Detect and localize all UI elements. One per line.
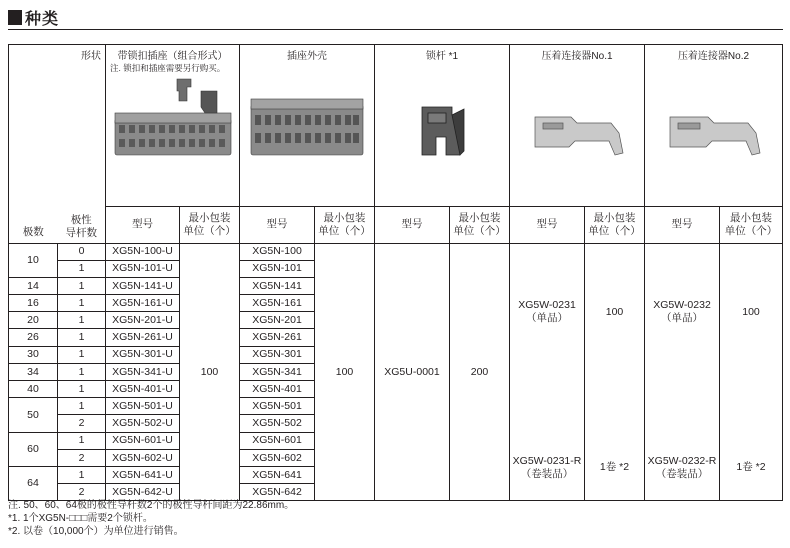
minpack-header-5-line2: 单位（个） — [724, 224, 778, 237]
model-housing-cell: XG5N-161 — [240, 295, 315, 312]
socket-with-lock-image — [109, 73, 237, 173]
col5-model-b-note: （卷装品） — [655, 467, 709, 480]
poles-header: 极数 — [9, 207, 58, 244]
lock-lever-image — [378, 77, 506, 177]
crimp-connector-1-image — [513, 77, 641, 177]
model-socket-cell: XG5N-401-U — [106, 381, 180, 398]
model-socket-cell: XG5N-141-U — [106, 277, 180, 294]
col5-model-a: XG5W-0232 — [653, 299, 711, 312]
model-header-1: 型号 — [106, 207, 180, 244]
model-housing-cell: XG5N-401 — [240, 381, 315, 398]
model-housing-cell: XG5N-141 — [240, 277, 315, 294]
guide-header-line2: 导杆数 — [65, 226, 97, 239]
poles-cell: 26 — [9, 329, 58, 346]
model-socket-cell: XG5N-201-U — [106, 312, 180, 329]
model-header-2: 型号 — [240, 207, 315, 244]
model-header-5: 型号 — [645, 207, 720, 244]
col4-model-a-note: （单品） — [526, 312, 568, 324]
footnote-3: *2. 以卷（10,000个）为单位进行销售。 — [8, 526, 184, 537]
model-housing-cell: XG5N-601 — [240, 432, 315, 449]
guide-cell: 1 — [58, 295, 106, 312]
guide-cell: 1 — [58, 466, 106, 483]
poles-cell: 40 — [9, 381, 58, 398]
col4-model-b: XG5W-0231-R — [512, 455, 582, 468]
model-socket-cell: XG5N-261-U — [106, 329, 180, 346]
model-housing-cell: XG5N-261 — [240, 329, 315, 346]
minpack-header-4-line2: 单位（个） — [588, 224, 641, 237]
poles-cell: 64 — [9, 466, 58, 500]
model-socket-cell: XG5N-502-U — [106, 415, 180, 432]
minpack-header-4-line1: 最小包装 — [593, 212, 636, 225]
col-header-lock-lever — [375, 45, 510, 207]
model-socket-cell: XG5N-642-U — [106, 484, 180, 501]
col1-note: 注. 锁扣和插座需要另行购买。 — [110, 63, 226, 73]
col5-minpack-b-cell: 1卷 *2 — [720, 381, 783, 501]
col2-title: 插座外壳 — [287, 51, 327, 62]
poles-cell: 20 — [9, 312, 58, 329]
footnote-2: *1. 1个XG5N-□□□需要2个锁杆。 — [8, 513, 153, 524]
minpack-header-2 — [315, 207, 375, 244]
col3-title: 锁杆 *1 — [425, 51, 459, 62]
col5-model-b: XG5W-0232-R — [647, 455, 717, 468]
model-socket-cell: XG5N-161-U — [106, 295, 180, 312]
model-socket-cell: XG5N-641-U — [106, 466, 180, 483]
guide-cell: 1 — [58, 260, 106, 277]
guide-cell: 1 — [58, 381, 106, 398]
minpack-header-5-line1: 最小包装 — [730, 212, 772, 225]
col-header-socket-with-lock — [106, 45, 240, 207]
col4-model-a: XG5W-0231 — [518, 299, 576, 312]
poles-cell: 30 — [9, 346, 58, 363]
section-title: 种类 — [25, 9, 60, 28]
poles-cell: 34 — [9, 363, 58, 380]
poles-cell: 10 — [9, 243, 58, 277]
heading-rule — [8, 29, 783, 30]
model-socket-cell: XG5N-100-U — [106, 243, 180, 260]
subheader-row — [9, 207, 783, 244]
guide-cell: 1 — [58, 329, 106, 346]
model-housing-cell: XG5N-641 — [240, 466, 315, 483]
col5-model-a-cell — [645, 243, 720, 381]
model-housing-cell: XG5N-602 — [240, 449, 315, 466]
col5-minpack-a-cell: 100 — [720, 243, 783, 381]
minpack-header-4 — [585, 207, 645, 244]
model-header-3: 型号 — [375, 207, 450, 244]
col-header-crimp-no2 — [645, 45, 783, 207]
guide-cell: 1 — [58, 346, 106, 363]
heading-square-icon — [8, 10, 22, 25]
shape-label: 形状 — [9, 45, 106, 207]
col1-minpack-cell: 100 — [180, 243, 240, 501]
col2-minpack-cell: 100 — [315, 243, 375, 501]
guide-cell: 1 — [58, 277, 106, 294]
col-header-socket-housing — [240, 45, 375, 207]
col3-minpack-cell: 200 — [450, 243, 510, 501]
minpack-header-3 — [450, 207, 510, 244]
model-housing-cell: XG5N-101 — [240, 260, 315, 277]
table-row — [9, 243, 783, 260]
model-socket-cell: XG5N-341-U — [106, 363, 180, 380]
minpack-header-5 — [720, 207, 783, 244]
poles-cell: 60 — [9, 432, 58, 466]
crimp-connector-2-image — [650, 77, 778, 177]
minpack-header-3-line1: 最小包装 — [458, 212, 501, 225]
model-housing-cell: XG5N-502 — [240, 415, 315, 432]
minpack-header-1 — [180, 207, 240, 244]
poles-cell: 16 — [9, 295, 58, 312]
header-row — [9, 45, 783, 207]
guide-cell: 1 — [58, 432, 106, 449]
section-heading — [8, 6, 59, 29]
col-header-crimp-no1 — [510, 45, 645, 207]
footnotes — [8, 499, 294, 538]
product-table — [8, 44, 783, 501]
minpack-header-3-line2: 单位（个） — [453, 224, 506, 237]
model-housing-cell: XG5N-341 — [240, 363, 315, 380]
footnote-1: 注. 50、60、64极的极性导杆数2个的极性导杆间距为22.86mm。 — [8, 500, 295, 511]
guide-cell: 0 — [58, 243, 106, 260]
minpack-header-2-line2: 单位（个） — [318, 224, 371, 237]
col4-minpack-a-cell: 100 — [585, 243, 645, 381]
col1-title: 带锁扣插座（组合形式） — [117, 51, 228, 62]
poles-cell: 50 — [9, 398, 58, 432]
model-housing-cell: XG5N-201 — [240, 312, 315, 329]
guide-cell: 2 — [58, 484, 106, 501]
col5-model-a-note: （单品） — [661, 312, 703, 324]
socket-housing-image — [243, 77, 371, 177]
guide-cell: 1 — [58, 398, 106, 415]
guide-cell: 1 — [58, 363, 106, 380]
col4-title: 压着连接器No.1 — [541, 51, 613, 62]
minpack-header-2-line1: 最小包装 — [323, 212, 366, 225]
model-housing-cell: XG5N-301 — [240, 346, 315, 363]
model-socket-cell: XG5N-601-U — [106, 432, 180, 449]
model-socket-cell: XG5N-602-U — [106, 449, 180, 466]
col4-model-b-note: （卷装品） — [520, 467, 574, 480]
model-socket-cell: XG5N-301-U — [106, 346, 180, 363]
model-housing-cell: XG5N-642 — [240, 484, 315, 501]
model-housing-cell: XG5N-501 — [240, 398, 315, 415]
poles-cell: 14 — [9, 277, 58, 294]
col4-model-b-cell — [510, 381, 585, 501]
guide-header — [58, 207, 106, 244]
model-socket-cell: XG5N-101-U — [106, 260, 180, 277]
guide-cell: 2 — [58, 415, 106, 432]
guide-cell: 2 — [58, 449, 106, 466]
guide-header-line1: 极性 — [70, 214, 92, 227]
col4-model-a-cell — [510, 243, 585, 381]
guide-cell: 1 — [58, 312, 106, 329]
col5-title: 压着连接器No.2 — [677, 51, 750, 62]
minpack-header-1-line1: 最小包装 — [188, 212, 231, 225]
col3-model-cell: XG5U-0001 — [375, 243, 450, 501]
model-header-4: 型号 — [510, 207, 585, 244]
col5-model-b-cell — [645, 381, 720, 501]
minpack-header-1-line2: 单位（个） — [183, 224, 236, 237]
model-socket-cell: XG5N-501-U — [106, 398, 180, 415]
model-housing-cell: XG5N-100 — [240, 243, 315, 260]
col4-minpack-b-cell: 1卷 *2 — [585, 381, 645, 501]
